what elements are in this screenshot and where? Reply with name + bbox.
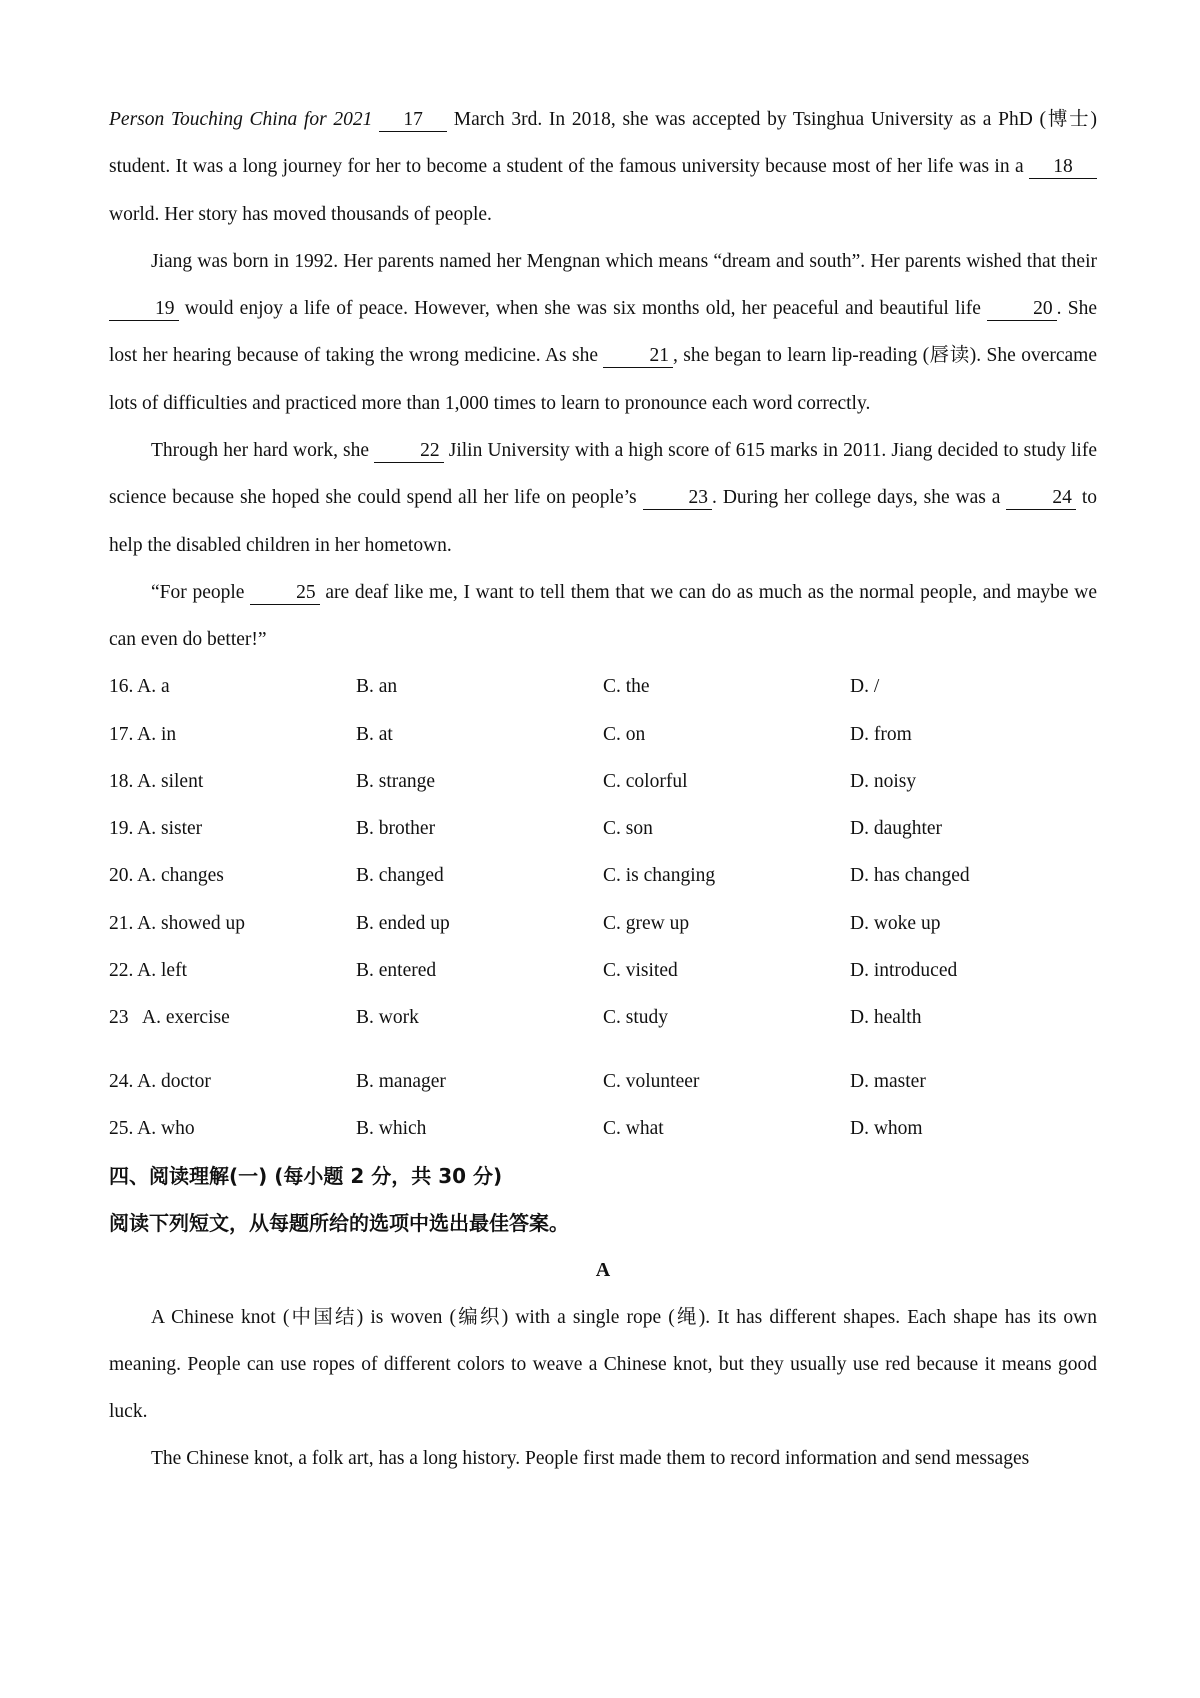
cloze-paragraph-4 [109, 569, 1097, 664]
cloze-paragraph-1 [109, 96, 1097, 238]
option-a: 16. A. a [109, 676, 170, 698]
option-a: 23 A. exercise [109, 1007, 230, 1029]
reading-paragraph-2: The Chinese knot, a folk art, has a long history. People first made them to record information and send messages [151, 1448, 1030, 1470]
cloze-text: . During her college days, she was a [712, 487, 1007, 509]
cloze-paragraph-3 [109, 427, 1097, 569]
cloze-text: March 3rd. In 2018, she was accepted by Tsinghua University as a PhD (博士) student. It was a long journey for her to become a student of the famous university because most of her life was in a [109, 109, 1097, 178]
option-row [109, 664, 1097, 711]
reading-paragraph-1: A Chinese knot (中国结) is woven (编织) with a single rope (绳). It has different shapes. Each shape has its own meaning. People can use ropes of different colors to weave a Chinese knot, but they usually use red because it means good luck. [109, 1306, 1097, 1423]
blank-23: 23 [643, 487, 713, 510]
option-row [109, 758, 1097, 805]
option-d: D. has changed [850, 865, 970, 887]
option-c: C. visited [603, 959, 678, 981]
option-row [109, 900, 1097, 947]
option-c: C. what [603, 1117, 664, 1139]
option-b: B. work [356, 1007, 419, 1029]
option-a: 18. A. silent [109, 770, 204, 792]
option-c: C. grew up [603, 912, 690, 934]
option-d: D. noisy [850, 770, 917, 792]
row-spacer [109, 1042, 1097, 1058]
option-a: 25. A. who [109, 1117, 195, 1139]
option-d: D. health [850, 1007, 922, 1029]
cloze-text: would enjoy a life of peace. However, when she was six months old, her peaceful and beautiful life [178, 298, 988, 320]
option-row [109, 711, 1097, 758]
option-a: 17. A. in [109, 723, 177, 745]
cloze-text: . She lost her hearing because of taking the wrong medicine. As she [109, 298, 1098, 367]
option-row [109, 995, 1097, 1042]
passage-title: A [595, 1258, 611, 1281]
blank-19: 19 [109, 298, 179, 321]
cloze-text: “For people [151, 581, 251, 603]
option-b: B. changed [356, 865, 444, 887]
option-a: 22. A. left [109, 959, 187, 981]
blank-21: 21 [603, 345, 673, 368]
cloze-text: are deaf like me, I want to tell them that we can do as much as the normal people, and maybe we can even do better!” [109, 581, 1097, 651]
option-d: D. daughter [850, 818, 943, 840]
option-c: C. son [603, 818, 653, 840]
blank-18: 18 [1029, 156, 1097, 179]
cloze-text: , she began to learn lip-reading (唇读). She overcame lots of difficulties and practiced more than 1,000 times to learn to pronounce each word correctly. [109, 345, 1097, 414]
option-a: 19. A. sister [109, 818, 203, 840]
section-heading: 四、阅读理解(一) (每小题 2 分，共 30 分) [109, 1163, 503, 1188]
option-row [109, 853, 1097, 900]
option-c: C. on [603, 723, 646, 745]
option-a: 21. A. showed up [109, 912, 245, 934]
option-d: D. introduced [850, 959, 958, 981]
cloze-text: Through her hard work, she [151, 440, 375, 462]
option-b: B. manager [356, 1070, 446, 1092]
option-a: 20. A. changes [109, 865, 224, 887]
option-b: B. strange [356, 770, 436, 792]
cloze-text: Jilin University with a high score of 615 marks in 2011. Jiang decided to study life science because she hoped she could spend all her life on people’s [109, 440, 1097, 509]
blank-20: 20 [987, 298, 1057, 321]
option-b: B. an [356, 676, 398, 698]
option-b: B. brother [356, 818, 436, 840]
option-row [109, 805, 1097, 852]
blank-25: 25 [250, 582, 320, 605]
option-d: D. master [850, 1070, 926, 1092]
option-c: C. is changing [603, 865, 716, 887]
option-d: D. / [850, 676, 880, 698]
cloze-text: Jiang was born in 1992. Her parents named her Mengnan which means “dream and south”. Her parents wished that their [151, 250, 1097, 272]
blank-22: 22 [374, 440, 444, 463]
cloze-text: to help the disabled children in her hometown. [109, 487, 1097, 556]
cloze-title-italic: Person Touching China for 2021 [109, 109, 373, 130]
option-b: B. at [356, 723, 393, 745]
option-row [109, 1058, 1097, 1105]
option-row [109, 947, 1097, 994]
option-b: B. ended up [356, 912, 450, 934]
option-c: C. colorful [603, 770, 688, 792]
option-d: D. whom [850, 1117, 923, 1139]
options-table [109, 664, 1097, 1153]
option-a: 24. A. doctor [109, 1070, 211, 1092]
option-d: D. from [850, 723, 912, 745]
option-row [109, 1105, 1097, 1152]
option-b: B. which [356, 1117, 427, 1139]
option-c: C. study [603, 1007, 669, 1029]
cloze-text: world. Her story has moved thousands of people. [109, 203, 492, 225]
section-instruction: 阅读下列短文，从每题所给的选项中选出最佳答案。 [109, 1210, 569, 1235]
option-c: C. the [603, 676, 650, 698]
exam-page [109, 96, 1097, 1483]
option-c: C. volunteer [603, 1070, 700, 1092]
cloze-paragraph-2 [109, 238, 1097, 427]
blank-17: 17 [379, 109, 447, 132]
option-d: D. woke up [850, 912, 941, 934]
blank-24: 24 [1006, 487, 1076, 510]
option-b: B. entered [356, 959, 437, 981]
